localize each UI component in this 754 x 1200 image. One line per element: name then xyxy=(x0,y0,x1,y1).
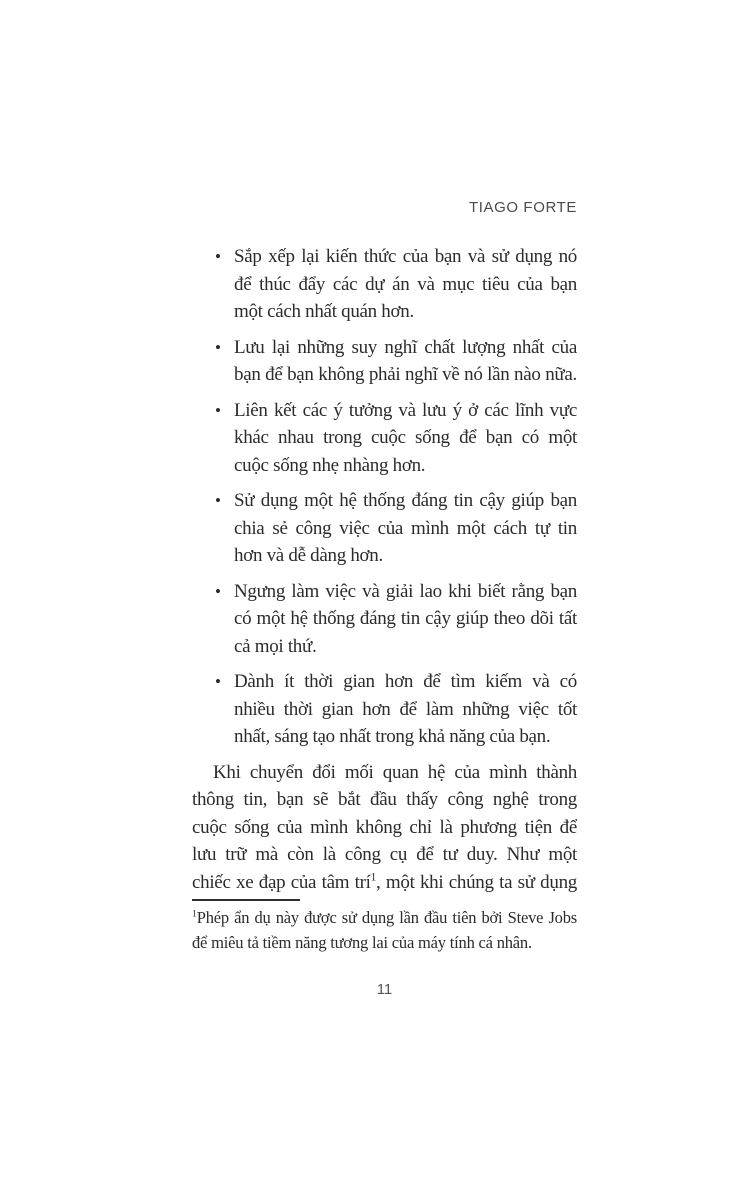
bullet-text xyxy=(234,578,577,661)
page-content xyxy=(192,243,577,955)
text-line: Sắp xếp lại kiến thức của bạn và sử dụng nó xyxy=(234,246,577,267)
text-segment: , một khi chúng ta sử dụng xyxy=(376,871,577,893)
text-line: Khi chuyển đổi mối quan hệ của mình thành xyxy=(213,761,577,783)
text-line: cuộc sống của mình không chỉ là phương tiện để xyxy=(192,816,577,838)
text-line: Dành ít thời gian hơn để tìm kiếm và có xyxy=(234,671,577,692)
text-line: cả mọi thứ. xyxy=(234,635,317,657)
text-line: một cách nhất quán hơn. xyxy=(234,301,414,322)
text-line: bạn để bạn không phải nghĩ về nó lần nào nữa. xyxy=(234,364,577,385)
bullet-text xyxy=(234,668,577,751)
text-segment: chiếc xe đạp của tâm trí xyxy=(192,871,371,893)
text-line: Sử dụng một hệ thống đáng tin cậy giúp bạn xyxy=(234,490,577,511)
bullet-icon: • xyxy=(215,400,221,420)
list-item xyxy=(192,668,577,751)
footnote-reference: 1 xyxy=(370,871,377,884)
text-line: Liên kết các ý tưởng và lưu ý ở các lĩnh vực xyxy=(234,399,577,421)
text-line xyxy=(192,869,577,897)
bullet-icon: • xyxy=(215,247,221,266)
text-line: có một hệ thống đáng tin cậy giúp theo dõi tất xyxy=(234,608,577,629)
text-line: nhiều thời gian hơn để làm những việc tốt xyxy=(234,698,577,720)
body-paragraph xyxy=(192,759,577,897)
footnote-divider xyxy=(192,899,300,901)
text-line: khác nhau trong cuộc sống để bạn có một xyxy=(234,427,577,448)
text-line: cuộc sống nhẹ nhàng hơn. xyxy=(234,454,426,476)
footnote-number: 1 xyxy=(192,908,197,920)
text-line: lưu trữ mà còn là công cụ để tư duy. Như một xyxy=(192,844,577,865)
text-line: để thúc đẩy các dự án và mục tiêu của bạn xyxy=(234,273,577,295)
text-line: hơn và dễ dàng hơn. xyxy=(234,545,383,566)
bullet-icon: • xyxy=(215,672,221,691)
text-line: chia sẻ công việc của mình một cách tự tin xyxy=(234,517,577,539)
bullet-text xyxy=(234,243,577,326)
text-line: thông tin, bạn sẽ bắt đầu thấy công nghệ trong xyxy=(192,789,577,810)
bullet-text xyxy=(234,334,577,389)
page-number: 11 xyxy=(376,981,393,998)
bullet-text xyxy=(234,397,577,480)
bullet-icon: • xyxy=(215,337,221,357)
footnote-text: Phép ẩn dụ này được sử dụng lần đầu tiên bởi Steve Jobs xyxy=(196,908,577,927)
list-item xyxy=(192,243,577,326)
running-header: TIAGO FORTE xyxy=(469,199,577,216)
bullet-icon: • xyxy=(215,581,221,601)
list-item xyxy=(192,487,577,570)
bullet-icon: • xyxy=(215,491,221,510)
list-item xyxy=(192,334,577,389)
text-line: nhất, sáng tạo nhất trong khả năng của bạn. xyxy=(234,726,551,747)
text-line: Ngưng làm việc và giải lao khi biết rằng bạn xyxy=(234,580,577,602)
bullet-text xyxy=(234,487,577,570)
text-line: Lưu lại những suy nghĩ chất lượng nhất của xyxy=(234,336,577,358)
footnote xyxy=(192,905,577,955)
list-item xyxy=(192,578,577,661)
list-item xyxy=(192,397,577,480)
footnote-line xyxy=(192,905,577,930)
footnote-line: để miêu tả tiềm năng tương lai của máy tính cá nhân. xyxy=(192,933,532,952)
